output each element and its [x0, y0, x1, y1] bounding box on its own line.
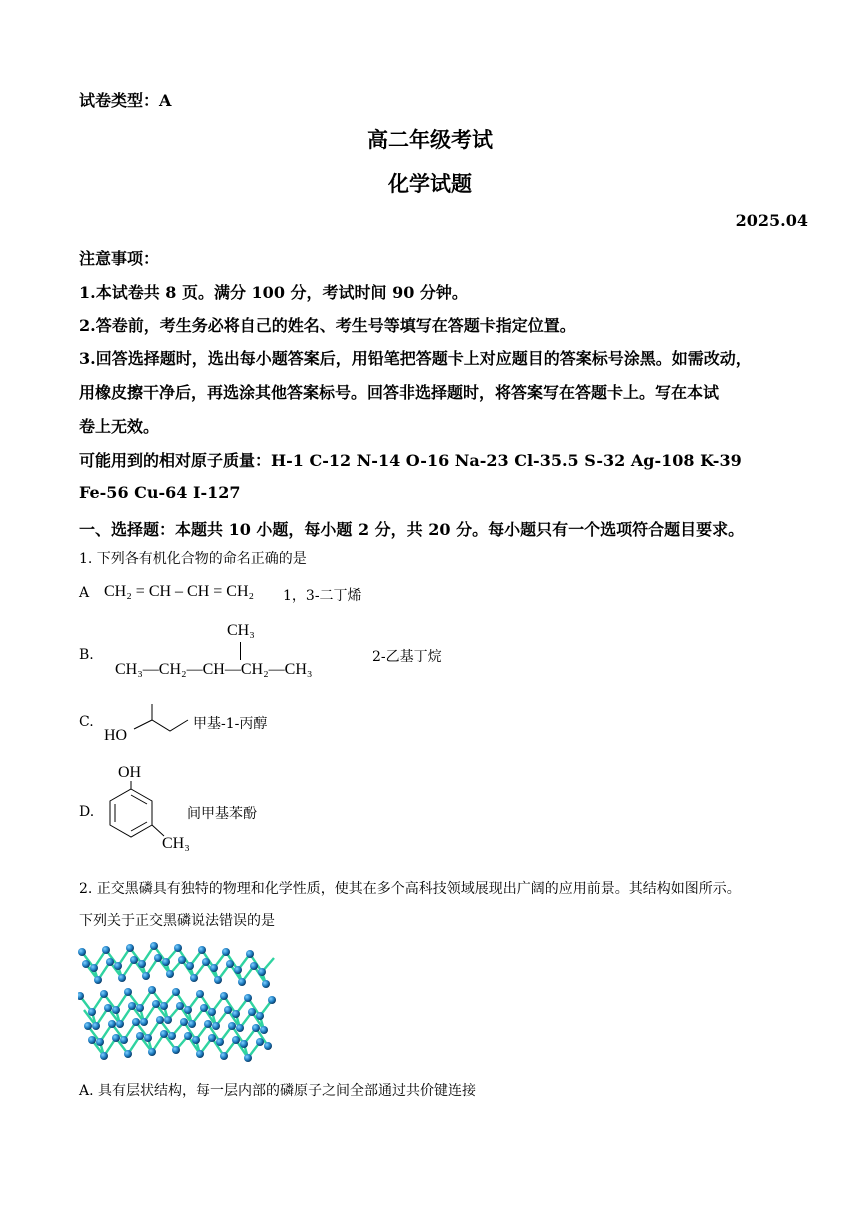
exam-subtitle: 化学试题 [388, 171, 472, 196]
q1-option-d-label: D. [79, 804, 95, 820]
note-line-2: 2.答卷前，考生务必将自己的姓名、考生号等填写在答题卡指定位置。 [79, 316, 576, 335]
q1-option-a-label: A [79, 585, 90, 601]
exam-date: 2025.04 [735, 211, 808, 230]
note-line-3b: 用橡皮擦干净后，再选涂其他答案标号。回答非选择题时，将答案写在答题卡上。写在本试 [79, 383, 720, 402]
exam-title: 高二年级考试 [367, 127, 493, 152]
q1-option-b-bond [240, 642, 241, 660]
atomic-masses-line-1: 可能用到的相对原子质量：H-1 C-12 N-14 O-16 Na-23 Cl-35.5 S-32 Ag-108 K-39 [79, 451, 742, 470]
notes-heading: 注意事项： [79, 249, 160, 268]
q1-option-d-ch3: CH₃ [162, 835, 190, 852]
question-2-stem-line-2: 下列关于正交黑磷说法错误的是 [79, 913, 275, 929]
q2-option-a: A. 具有层状结构，每一层内部的磷原子之间全部通过共价键连接 [79, 1083, 477, 1099]
section-heading: 一、选择题：本题共 10 小题，每小题 2 分，共 20 分。每小题只有一个选项符合题目要求。 [79, 520, 745, 539]
paper-type: 试卷类型：A [79, 91, 172, 110]
q1-option-c-label: C. [79, 714, 94, 730]
q1-option-c-name: 甲基-1-丙醇 [193, 716, 268, 732]
q1-option-d-oh: OH [118, 764, 142, 781]
q1-option-b-chain: CH₃—CH₂—CH—CH₂—CH₃ [115, 661, 313, 678]
question-1-stem: 1. 下列各有机化合物的命名正确的是 [79, 551, 307, 567]
q1-option-a-formula: CH₂ = CH – CH = CH₂ [104, 583, 255, 600]
note-line-3a: 3.回答选择题时，选出每小题答案后，用铅笔把答题卡上对应题目的答案标号涂黑。如需改动， [79, 349, 752, 368]
q1-option-d-name: 间甲基苯酚 [187, 806, 257, 822]
q1-option-c-ho: HO [104, 727, 128, 744]
q1-option-a-name: 1，3-二丁烯 [283, 588, 362, 604]
note-line-1: 1.本试卷共 8 页。满分 100 分，考试时间 90 分钟。 [79, 283, 468, 302]
q1-option-b-name: 2-乙基丁烷 [372, 649, 442, 665]
atomic-masses-line-2: Fe-56 Cu-64 I-127 [79, 483, 241, 502]
q1-option-b-label: B. [79, 647, 94, 663]
note-line-3c: 卷上无效。 [79, 417, 160, 436]
q1-option-b-branch: CH₃ [227, 622, 255, 639]
question-2-stem-line-1: 2. 正交黑磷具有独特的物理和化学性质，使其在多个高科技领域展现出广阔的应用前景。其结构如图所示。 [79, 881, 741, 897]
black-phosphorus-structure-image [78, 938, 278, 1066]
